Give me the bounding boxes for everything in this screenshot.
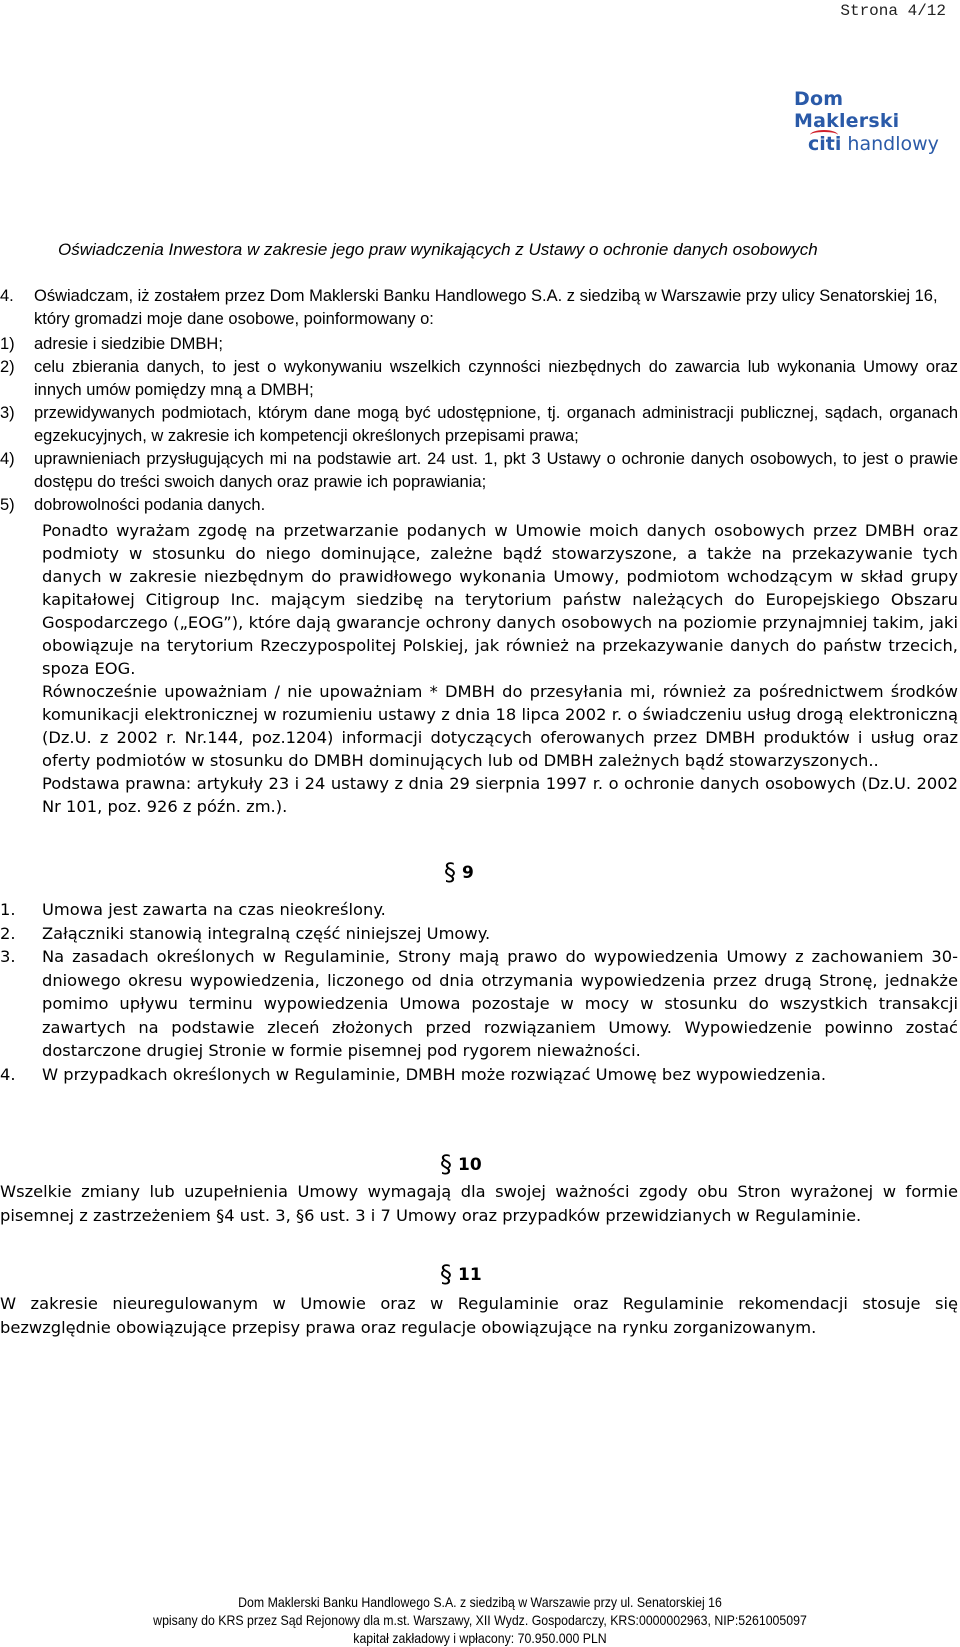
list-item: 4. W przypadkach określonych w Regulaminie, DMBH może rozwiązać Umowę bez wypowiedzenia.: [0, 1064, 826, 1084]
list-item: 3. Na zasadach określonych w Regulaminie, Strony mają prawo do wypowiedzenia Umowy z zachowaniem 30-dniowego okresu wypowiedzenia, liczonego od dnia otrzymania wypowiedzenia przez drugą Stronę, jednakże pomimo upływu terminu wypowiedzenia Umowa pozostaje w mocy w stosunku do wszystkich transakcji zawartych na podstawie zleceń złożonych przed rozwiązaniem Umowy. Wypowiedzenie powinno zostać dostarczone drugiej Stronie w formie pisemnej pod rygorem nieważności.: [0, 947, 958, 1060]
section-number: 9: [462, 863, 474, 883]
list-item: 4) uprawnieniach przysługujących mi na podstawie art. 24 ust. 1, pkt 3 Ustawy o ochronie danych osobowych, to jest o prawie dostępu do treści swoich danych oraz prawie ich poprawiania;: [0, 450, 958, 491]
section-header: Oświadczenia Inwestora w zakresie jego praw wynikających z Ustawy o ochronie danych osobowych: [58, 240, 818, 259]
intro-number: 4.: [0, 287, 14, 305]
section-symbol: §: [440, 1260, 452, 1288]
dom-maklerski-citi-handlowy-logo: [794, 88, 944, 155]
logo-line1: Dom Maklerski: [794, 88, 900, 132]
consent-paragraph: Ponadto wyrażam zgodę na przetwarzanie podanych w Umowie moich danych osobowych przez DMBH oraz podmioty w stosunku do niego dominujące, zależne bądź stowarzyszone, a także na przekazywanie tych danych w zakresie niezbędnym do prawidłowego wykonania Umowy, podmiotom wchodzącym w skład grupy kapitałowej Citigroup Inc. mającym siedzibę na terytorium państw należących do Europejskiego Obszaru Gospodarczego („EOG”), które dają gwarancje ochrony danych osobowych na poziomie przynajmniej takim, jaki obowiązuje na terytorium Rzeczypospolitej Polskiej, jak również na przekazywanie danych do państw trzecich, spoza EOG.: [42, 521, 958, 678]
citi-wordmark: citi: [808, 133, 841, 155]
intro-statement: [0, 285, 958, 331]
list-item: 1. Umowa jest zawarta na czas nieokreślony.: [0, 900, 386, 919]
section-number: 10: [458, 1155, 482, 1175]
footer-line: wpisany do KRS przez Sąd Rejonowy dla m.st. Warszawy, XII Wydz. Gospodarczy, KRS:0000002963, NIP:5261005097: [153, 1612, 807, 1628]
section-9-heading: [444, 856, 474, 884]
section-symbol: §: [440, 1150, 452, 1178]
list-item: 2) celu zbierania danych, to jest o wykonywaniu wszelkich czynności niezbędnych do zawarcia lub wykonania Umowy oraz innych umów pomiędzy mną a DMBH;: [0, 358, 958, 399]
list-item: 3) przewidywanych podmiotach, którym dane mogą być udostępnione, tj. organach administracji publicznej, sądach, organach egzekucyjnych, w zakresie ich kompetencji określonych przepisami prawa;: [0, 404, 958, 445]
consent-paragraph: Podstawa prawna: artykuły 23 i 24 ustawy z dnia 29 sierpnia 1997 r. o ochronie danych osobowych (Dz.U. 2002 Nr 101, poz. 926 z późn. zm.).: [42, 774, 958, 816]
footer-line: kapitał zakładowy i wpłacony: 70.950.000 PLN: [353, 1630, 607, 1646]
intro-text: Oświadczam, iż zostałem przez Dom Maklerski Banku Handlowego S.A. z siedzibą w Warszawie przy ulicy Senatorskiej 16, który gromadzi moje dane osobowe, poinformowany o:: [34, 287, 938, 328]
section-11-heading: [440, 1258, 482, 1286]
handlowy-wordmark: handlowy: [847, 133, 939, 155]
citi-arc-icon: [810, 130, 838, 140]
section-10-heading: [440, 1148, 482, 1176]
page-number: Strona 4/12: [840, 2, 946, 20]
list-item: 2. Załączniki stanowią integralną część niniejszej Umowy.: [0, 923, 491, 943]
list-item: 1) adresie i siedzibie DMBH;: [0, 335, 223, 353]
section-11-text: W zakresie nieuregulowanym w Umowie oraz w Regulaminie oraz Regulaminie rekomendacji stosuje się bezwzględnie obowiązujące przepisy prawa oraz regulacje obowiązujące na rynku zorganizowanym.: [0, 1294, 958, 1337]
logo-line2: [808, 133, 944, 155]
list-item: 5) dobrowolności podania danych.: [0, 496, 266, 514]
section-10-text: Wszelkie zmiany lub uzupełnienia Umowy wymagają dla swojej ważności zgody obu Stron wyrażonej w formie pisemnej z zastrzeżeniem §4 ust. 3, §6 ust. 3 i 7 Umowy oraz przypadków przewidzianych w Regulaminie.: [0, 1182, 958, 1225]
section-symbol: §: [444, 858, 456, 886]
footer-line: Dom Maklerski Banku Handlowego S.A. z siedzibą w Warszawie przy ul. Senatorskiej 16: [238, 1594, 722, 1610]
consent-paragraph: Równocześnie upoważniam / nie upoważniam * DMBH do przesyłania mi, również za pośrednictwem środków komunikacji elektronicznej w rozumieniu ustawy z dnia 18 lipca 2002 r. o świadczeniu usług drogą elektroniczną (Dz.U. z 2002 r. Nr.144, poz.1204) informacji dotyczących oferowanych przez DMBH produktów i usług oraz oferty podmiotów w stosunku do DMBH dominujących lub od DMBH zależnych bądź stowarzyszonych..: [42, 682, 958, 770]
footer: [0, 1593, 960, 1647]
consent-block: [42, 519, 958, 818]
section-9-list: [0, 898, 958, 1086]
section-number: 11: [458, 1265, 482, 1285]
information-list: [0, 333, 958, 517]
